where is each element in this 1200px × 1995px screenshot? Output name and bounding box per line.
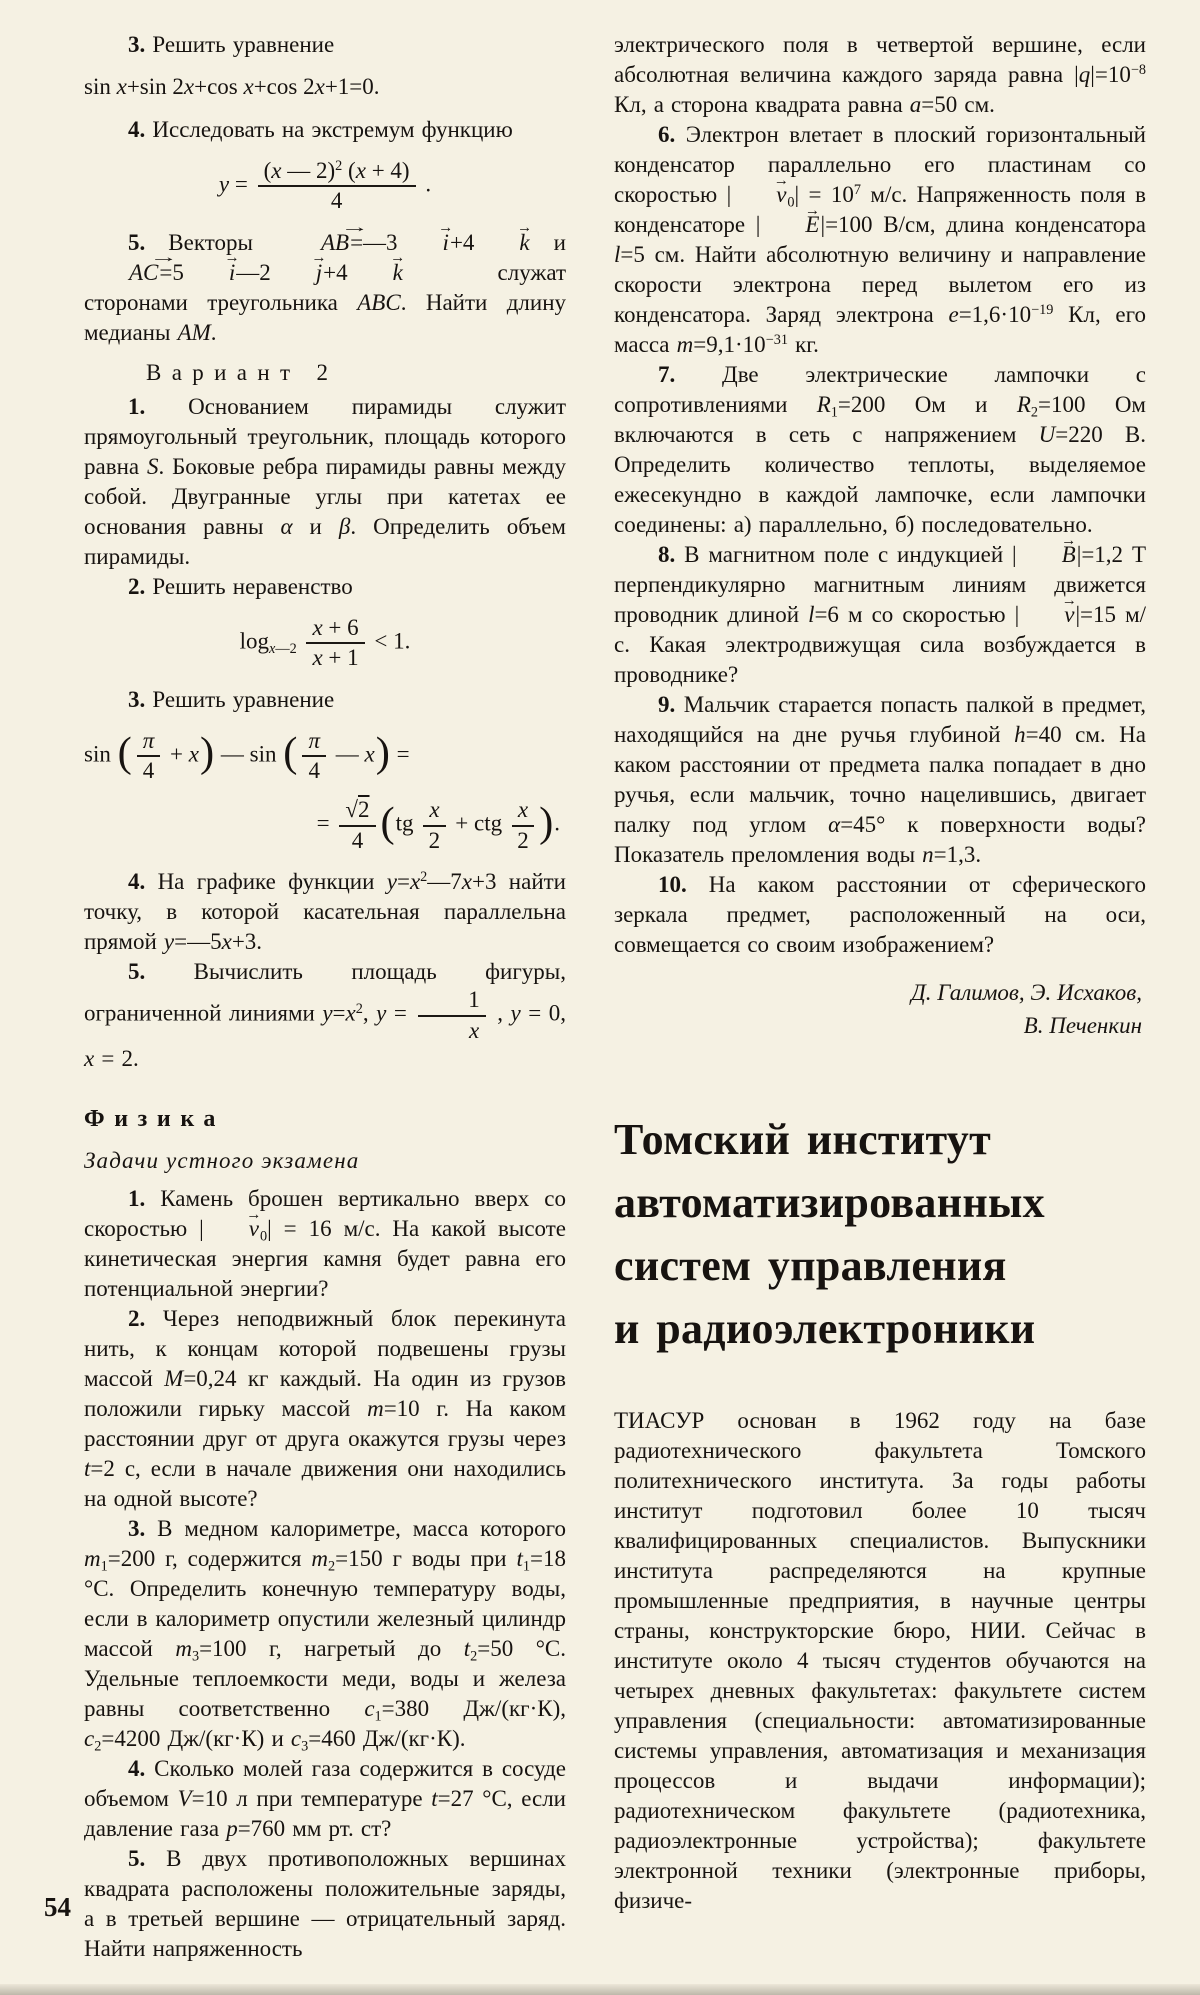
problem-number: 5. bbox=[128, 1846, 146, 1872]
math-var: M bbox=[164, 1366, 184, 1392]
math-var: x bbox=[271, 157, 282, 183]
vector-v: v → bbox=[204, 1214, 260, 1244]
math-var: c bbox=[364, 1696, 375, 1722]
page-number: 54 bbox=[44, 1892, 71, 1922]
problem-number: 6. bbox=[658, 122, 676, 147]
problem-v2-5: 5. Вычислить площадь фигуры, ограниченной линиями $y=x^2$, y = $\frac{1}{x}$ , y = 0, x = 2. bbox=[84, 959, 566, 1072]
fraction bbox=[423, 797, 445, 854]
subscript: 0 bbox=[787, 194, 795, 211]
institute-intro: ТИАСУР основан в 1962 году на базе радиотехнического факультета Томского политехнического института. За годы работы институт подготовил более 10 тысяч квалифицированных специалистов. Выпускники института распределяются на крупные промышленные предприятия, в научные центры страны, конструкторские бюро, НИИ. Сейчас в институте около 4 тысяч студентов обучаются на четырех дневных факультетах: факультете систем управления (специальности: автоматизированные системы управления, автоматизация и механизация процессов и выдачи информации); радиотехническом факультете (радиотехника, радиоэлектронные устройства); факультете электронной техники (электронные приборы, физиче- bbox=[614, 1408, 1146, 1913]
math-var: U bbox=[1038, 422, 1056, 447]
bigtitle-line: автоматизированных bbox=[614, 1178, 1045, 1227]
vector-k: k → bbox=[348, 258, 404, 288]
denominator: 2 bbox=[517, 827, 529, 853]
math-var: α bbox=[828, 812, 841, 837]
big-paren: ) bbox=[375, 729, 390, 777]
problem-number: 2. bbox=[128, 573, 146, 599]
big-paren: ( bbox=[283, 729, 298, 777]
superscript: −31 bbox=[765, 332, 788, 349]
math-var: x bbox=[314, 74, 325, 99]
formula-v2-3a: sin ( $\frac{\pi}{4}$ + x) — sin ( $\frac{\pi}{4}$ — x) = bbox=[84, 727, 410, 783]
authors-line: В. Печенкин bbox=[1023, 1013, 1142, 1038]
math-var: y bbox=[218, 171, 230, 197]
physics-10: 10. На каком расстоянии от сферического зеркала предмет, расположенный на оси, совмещается со своим изображением? bbox=[614, 872, 1146, 957]
denominator: 4 bbox=[142, 757, 155, 783]
vector-i: i → bbox=[398, 228, 450, 258]
big-paren: ) bbox=[200, 729, 215, 777]
superscript: 2 bbox=[420, 869, 428, 886]
math-var: y bbox=[510, 1000, 521, 1026]
superscript: −19 bbox=[1031, 302, 1054, 319]
math-var: m bbox=[676, 332, 694, 357]
formula-m4: y = $\frac{(x — 2)^2 (x + 4)}{4}$ . bbox=[218, 157, 432, 214]
problem-number: 3. bbox=[128, 686, 146, 712]
subscript: 1 bbox=[522, 1558, 530, 1575]
vector-k: k → bbox=[474, 228, 530, 258]
denominator: x + 1 bbox=[312, 645, 359, 671]
formula-m3: sin x+sin 2x+cos x+cos 2x+1=0. bbox=[84, 74, 380, 99]
math-var: m bbox=[367, 1396, 384, 1422]
physics-3: 3. В медном калориметре, масса которого $m_1=200$ г, содержится $m_2=150$ г воды при $t_1=18$ °C. Определить конечную температуру воды, если в калориметр опустили железный цилиндр массой $m_3=100$ г, нагретый до $t_2=50$ °C. Удельные теплоемкости меди, воды и железа равны соответственно $c_1=380$ Дж/(кг·К), $c_2=4200$ Дж/(кг·К) и $c_3=460$ Дж/(кг·К). bbox=[84, 1516, 567, 1755]
math-var: m bbox=[311, 1546, 328, 1572]
vector-B: B → bbox=[1017, 540, 1077, 570]
math-var: p bbox=[226, 1816, 238, 1842]
superscript: −8 bbox=[1130, 62, 1146, 79]
problem-number: 7. bbox=[658, 362, 676, 387]
math-var: ABC bbox=[357, 289, 401, 315]
math-var: x bbox=[517, 797, 529, 823]
math-var: AM bbox=[177, 319, 211, 345]
math-var: S bbox=[146, 453, 159, 479]
math-var: x bbox=[312, 614, 323, 640]
fraction bbox=[512, 797, 534, 854]
numerator: x + 6 bbox=[306, 615, 364, 644]
math-var: n bbox=[922, 842, 934, 867]
authors-line: Д. Галимов, Э. Исхаков, bbox=[911, 980, 1142, 1005]
math-var: π bbox=[308, 727, 320, 753]
vector-AB: AB → bbox=[276, 228, 350, 258]
math-var: R bbox=[1016, 392, 1031, 417]
math-var: m bbox=[84, 1546, 101, 1572]
big-paren: ) bbox=[539, 799, 554, 847]
vector-AC: AC → bbox=[84, 258, 159, 288]
bigtitle-line: и радиоэлектроники bbox=[614, 1304, 1036, 1353]
math-var: x bbox=[355, 157, 366, 183]
vector-v: v → bbox=[1019, 600, 1075, 630]
math-var: y bbox=[386, 869, 397, 895]
authors bbox=[614, 976, 1146, 1042]
problem-number: 8. bbox=[658, 542, 676, 567]
institute-title bbox=[614, 1108, 1146, 1360]
math-var: x bbox=[461, 869, 473, 895]
fraction bbox=[137, 728, 161, 785]
subscript: 2 bbox=[94, 1738, 102, 1755]
fraction bbox=[339, 797, 375, 854]
math-var: x bbox=[188, 741, 199, 767]
denominator: 4 bbox=[308, 757, 320, 783]
scan-edge bbox=[0, 1984, 1200, 1995]
math-var: c bbox=[290, 1726, 302, 1752]
math-var: V bbox=[177, 1786, 192, 1812]
physics-5: 5. В двух противоположных вершинах квадрата расположены положительные заряды, а в третьей вершине — отрицательный заряд. Найти напряженность bbox=[84, 1846, 566, 1962]
variant-2-heading: Вариант 2 bbox=[146, 359, 339, 385]
math-var: t bbox=[84, 1456, 91, 1482]
physics-5-continued: электрического поля в четвертой вершине, если абсолютная величина каждого заряда равна $|q|=10^{-8}$ Кл, а сторона квадрата равна a=50 см. bbox=[614, 32, 1146, 117]
subscript: 2 bbox=[470, 1648, 478, 1665]
math-var: x bbox=[345, 1000, 356, 1026]
right-column bbox=[614, 30, 1146, 1916]
subscript: 3 bbox=[301, 1738, 309, 1755]
math-var: t bbox=[431, 1786, 438, 1812]
problem-number: 9. bbox=[658, 692, 676, 717]
big-paren: ( bbox=[117, 729, 132, 777]
bigtitle-line: Томский институт bbox=[614, 1115, 992, 1164]
superscript: 7 bbox=[853, 182, 862, 199]
superscript: 2 bbox=[355, 1001, 363, 1018]
vector-v: v → bbox=[731, 180, 787, 210]
math-var: x bbox=[468, 1017, 480, 1043]
math-var: x bbox=[221, 929, 232, 955]
denominator: 4 bbox=[330, 188, 343, 214]
numerator bbox=[339, 797, 375, 826]
math-var: q bbox=[1078, 62, 1091, 87]
math-var: l bbox=[614, 242, 621, 267]
problem-number: 2. bbox=[128, 1306, 146, 1332]
numerator bbox=[512, 797, 534, 826]
subscript: 3 bbox=[191, 1648, 200, 1665]
math-var: e bbox=[948, 302, 959, 327]
big-paren: ( bbox=[380, 799, 395, 847]
problem-v2-4: 4. На графике функции $y=x^2—7x+3$ найти точку, в которой касательная параллельна прямой y=—5x+3. bbox=[84, 869, 566, 955]
problem-v2-3: 3. Решить уравнение bbox=[128, 686, 335, 712]
left-column bbox=[84, 30, 566, 1964]
formula-v2-2: $\log_{x—2}$ $\frac{x + 6}{x + 1}$ < 1. bbox=[239, 614, 411, 671]
problem-number: 4. bbox=[128, 869, 146, 895]
denominator: 2 bbox=[428, 827, 441, 853]
physics-4: 4. Сколько молей газа содержится в сосуде объемом V=10 л при температуре t=27 °C, если давление газа p=760 мм рт. ст? bbox=[84, 1756, 566, 1842]
problem-number: 5. bbox=[128, 229, 146, 255]
math-var: x bbox=[269, 640, 276, 657]
vector-E: E → bbox=[760, 210, 820, 240]
physics-7: 7. Две электрические лампочки с сопротивлениями $R_1=200$ Ом и $R_2=100$ Ом включаются в сеть с напряжением U=220 В. Определить количество теплоты, выделяемое ежесекундно в каждой лампочке, если лампочки соединены: а) параллельно, б) последовательно. bbox=[614, 362, 1146, 537]
problem-m4: 4. Исследовать на экстремум функцию bbox=[128, 116, 513, 142]
math-var: y bbox=[322, 1000, 333, 1026]
math-var: x bbox=[84, 1046, 95, 1072]
subscript: 2 bbox=[1030, 404, 1039, 421]
physics-8: 8. В магнитном поле с индукцией | B →|=1,2 Т перпендикулярно магнитным линиям движется проводник длиной l=6 м со скоростью | v →|=15 м/с. Какая электродвижущая сила возбуждается в проводнике? bbox=[614, 540, 1146, 690]
denominator: 4 bbox=[351, 827, 364, 853]
superscript: 2 bbox=[335, 157, 343, 174]
math-var: β bbox=[338, 513, 351, 539]
math-var: t bbox=[463, 1636, 471, 1662]
physics-6: 6. Электрон влетает в плоский горизонтальный конденсатор параллельно его пластинам со скоростью | $v \to_0| = 10^7$ м/с. Напряженность поля в конденсаторе | E →|=100 В/см, длина конденсатора l=5 см. Найти абсолютную величину и направление скорости электрона перед вылетом его из конденсатора. Заряд электрона $e=1,6\cdot 10^{-19}$ Кл, его масса $m=9,1\cdot 10^{-31}$ кг. bbox=[614, 120, 1146, 360]
math-var: x bbox=[312, 645, 323, 671]
math-var: x bbox=[116, 74, 127, 99]
physics-9: 9. Мальчик старается попасть палкой в предмет, находящийся на дне ручья глубиной h=40 см. На каком расстоянии от предмета палка попадает в дно ручья, если мальчик, точно нацелившись, двигает палку под углом α=45° к поверхности воды? Показатель преломления воды n=1,3. bbox=[614, 692, 1146, 867]
problem-v2-1: 1. Основанием пирамиды служит прямоугольный треугольник, площадь которого равна S. Боковые ребра пирамиды равны между собой. Двугранные углы при катетах ее основания равны α и β. Определить объем пирамиды. bbox=[84, 393, 566, 569]
sqrt: √2 bbox=[345, 797, 370, 823]
problem-number: 10. bbox=[658, 872, 687, 897]
problem-number: 4. bbox=[128, 116, 146, 142]
fraction bbox=[306, 615, 364, 672]
text-run: 2 bbox=[358, 797, 370, 823]
subscript: 0 bbox=[260, 1228, 268, 1245]
math-var: x bbox=[409, 869, 421, 895]
numerator bbox=[302, 728, 326, 757]
physics-1: 1. Камень брошен вертикально вверх со скоростью | $v \to_0| = 16$ м/с. На какой высоте кинетическая энергия камня будет равна его потенциальной энергии? bbox=[84, 1184, 566, 1304]
problem-number: 1. bbox=[128, 1186, 146, 1212]
numerator bbox=[423, 797, 445, 826]
math-var: x bbox=[364, 741, 375, 767]
numerator bbox=[137, 728, 161, 757]
subscript: 1 bbox=[100, 1558, 108, 1575]
numerator: (x — 2)$^2$ (x + 4) bbox=[258, 158, 416, 187]
math-var: m bbox=[175, 1636, 192, 1662]
denominator bbox=[418, 1017, 486, 1044]
math-var: π bbox=[142, 727, 155, 753]
math-var: c bbox=[84, 1726, 95, 1752]
numerator: 1 bbox=[418, 987, 486, 1016]
math-var: l bbox=[808, 602, 815, 627]
math-var: y bbox=[163, 929, 175, 955]
physics-2: 2. Через неподвижный блок перекинута нить, к концам которой подвешены грузы массой M=0,24 кг каждый. На один из грузов положили гирьку массой m=10 г. На каком расстоянии друг от друга окажутся грузы через t=2 с, если в начале движения они находились на одной высоте? bbox=[84, 1306, 566, 1512]
fraction bbox=[258, 158, 416, 215]
math-var: α bbox=[280, 513, 293, 539]
math-var: y bbox=[376, 1000, 387, 1026]
math-var: a bbox=[909, 92, 922, 117]
math-var: x bbox=[429, 797, 440, 823]
problem-number: 3. bbox=[128, 1516, 146, 1542]
fraction bbox=[302, 728, 326, 785]
math-var: h bbox=[1014, 722, 1026, 747]
formula-v2-3b: = $\frac{√2}{4}$ (tg $\frac{x}{2}$ + ctg $\frac{x}{2}$ ). bbox=[316, 797, 560, 853]
problem-m3: 3. Решить уравнение bbox=[128, 32, 335, 57]
math-var: x bbox=[243, 74, 254, 99]
problem-m5-vectors: 5. Векторы AB →=—3 i →+4 k → и AC →=5 i →—2 j →+4 k → служат сторонами треугольника ABC. Найти длину медианы AM. bbox=[84, 228, 566, 348]
subscript: x—2 bbox=[269, 640, 297, 657]
bigtitle-line: систем управления bbox=[614, 1241, 1007, 1290]
subscript: 2 bbox=[327, 1558, 336, 1575]
oral-exam-note: Задачи устного экзамена bbox=[84, 1148, 360, 1174]
problem-number: 1. bbox=[128, 393, 146, 419]
subscript: 1 bbox=[374, 1708, 382, 1725]
physics-heading: Физика bbox=[84, 1106, 225, 1133]
vector-j: j → bbox=[271, 258, 323, 288]
subscript: 1 bbox=[830, 404, 838, 421]
problem-number: 5. bbox=[128, 959, 146, 985]
math-var: t bbox=[516, 1546, 523, 1572]
math-var: R bbox=[816, 392, 831, 417]
fraction bbox=[418, 987, 486, 1044]
problem-number: 3. bbox=[128, 32, 146, 57]
problem-v2-2: 2. Решить неравенство bbox=[128, 573, 353, 599]
math-var: x bbox=[183, 74, 195, 99]
vector-i: i → bbox=[184, 258, 236, 288]
problem-number: 4. bbox=[128, 1756, 146, 1782]
